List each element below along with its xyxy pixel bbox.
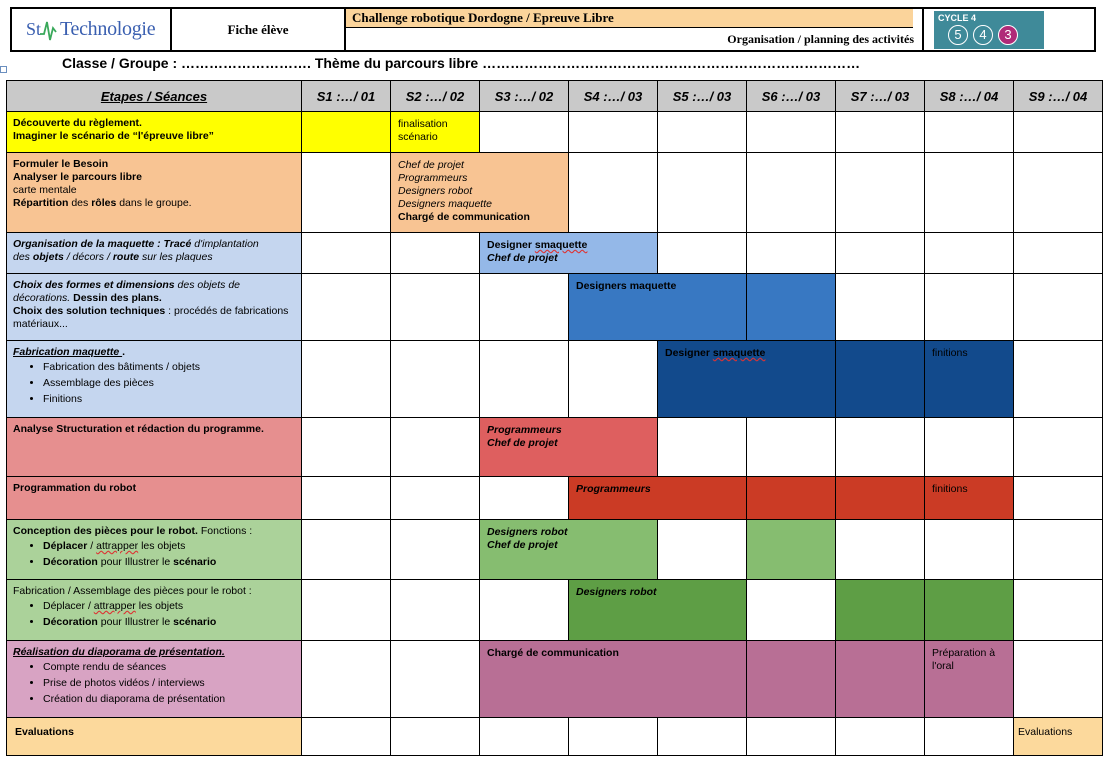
text-run: pour Illustrer le	[97, 556, 174, 568]
fiche-eleve: Fiche élève	[171, 8, 345, 51]
cell-text: finalisation	[398, 118, 448, 130]
text-run: des	[68, 197, 92, 209]
cell-empty	[391, 274, 480, 341]
cell-evaluations: Evaluations	[1014, 718, 1103, 756]
cell-empty	[302, 153, 391, 233]
text-run: les objets	[135, 600, 184, 612]
cell-empty	[1014, 233, 1103, 274]
cell-empty	[747, 112, 836, 153]
text-run: d'implantation	[191, 238, 259, 250]
row-reglement	[7, 112, 1103, 153]
conception-list	[13, 540, 295, 569]
cell-finitions: finitions	[925, 477, 1014, 520]
cell-s7-filled	[836, 580, 925, 641]
cell-empty	[391, 520, 480, 580]
text-run: /	[87, 540, 97, 552]
cell-empty	[658, 112, 747, 153]
cell-empty	[1014, 274, 1103, 341]
list-item: • Prise de photos vidéos / interviews	[43, 677, 295, 690]
text-run: dans le groupe.	[116, 197, 192, 209]
label-conception	[7, 520, 302, 580]
col-s2: S2 :…/ 02	[391, 81, 480, 112]
cell-empty	[302, 641, 391, 718]
text-run: Designer	[665, 347, 713, 359]
label-analyse: Analyse Structuration et rédaction du programme.	[7, 418, 302, 477]
st-technologie-logo	[12, 9, 170, 50]
cell-s6-filled	[747, 520, 836, 580]
col-s3: S3 :…/ 02	[480, 81, 569, 112]
header-row	[7, 81, 1103, 112]
cell-empty	[391, 233, 480, 274]
text-run: des objets de	[174, 279, 241, 291]
cell-s1	[302, 112, 391, 153]
cell-empty	[925, 718, 1014, 756]
cell-empty	[480, 274, 569, 341]
cycle-cell	[923, 8, 1095, 51]
text-run: attrapper	[96, 540, 139, 552]
logo-cell	[11, 8, 171, 51]
text-run: Organisation de la maquette :	[13, 238, 164, 250]
label-choix	[7, 274, 302, 341]
list-item: • Fabrication des bâtiments / objets	[43, 361, 295, 374]
cycle-level-5: 5	[948, 25, 968, 45]
cycle-level-3: 3	[998, 25, 1018, 45]
cell-empty	[569, 153, 658, 233]
cell-empty	[569, 112, 658, 153]
label-fabrication	[7, 341, 302, 418]
cell-empty	[1014, 341, 1103, 418]
cell-empty	[391, 718, 480, 756]
role: Designers maquette	[398, 198, 492, 210]
cell-s8-filled	[925, 580, 1014, 641]
col-s4: S4 :…/ 03	[569, 81, 658, 112]
col-s6: S6 :…/ 03	[747, 81, 836, 112]
cell-empty	[925, 520, 1014, 580]
col-s7: S7 :…/ 03	[836, 81, 925, 112]
text-run: Décoration	[43, 556, 98, 568]
cell-empty	[391, 477, 480, 520]
cell-programmeurs-analyse	[480, 418, 658, 477]
text-run: Tracé	[163, 238, 192, 250]
col-etapes: Etapes / Séances	[7, 81, 302, 112]
row-fabrication-maquette	[7, 341, 1103, 418]
cell-empty	[302, 418, 391, 477]
cell-empty	[658, 418, 747, 477]
cycle-badge	[934, 11, 1044, 49]
list-item	[43, 556, 295, 569]
cell-empty	[836, 274, 925, 341]
text-run: des	[13, 251, 33, 263]
cell-empty	[836, 718, 925, 756]
cell-s6-filled	[747, 274, 836, 341]
cell-empty	[836, 153, 925, 233]
cell-empty	[658, 233, 747, 274]
role: Chef de projet	[398, 159, 464, 171]
list-item: • Assemblage des pièces	[43, 377, 295, 390]
cell-empty	[836, 418, 925, 477]
classe-groupe-line: Classe / Groupe : ………………………. Thème du parcours libre ………………………………………………………………………	[62, 55, 861, 71]
cell-text: Chef de projet	[487, 539, 558, 551]
cell-empty	[302, 274, 391, 341]
label-line: Analyser le parcours libre	[13, 171, 142, 183]
cycle-title: CYCLE 4	[938, 12, 977, 23]
cell-text: Chef de projet	[487, 252, 558, 264]
cell-empty	[747, 153, 836, 233]
cell-empty	[302, 718, 391, 756]
label-programmation: Programmation du robot	[7, 477, 302, 520]
cell-empty	[658, 520, 747, 580]
row-analyse-programme	[7, 418, 1103, 477]
cell-empty	[1014, 153, 1103, 233]
cell-text: Designers robot	[487, 526, 568, 538]
cell-empty	[302, 520, 391, 580]
row-conception-pieces	[7, 520, 1103, 580]
cell-s6-filled	[747, 641, 836, 718]
fabrication-list	[13, 361, 295, 406]
cell-empty	[658, 718, 747, 756]
cell-empty	[836, 233, 925, 274]
row-fabrication-robot	[7, 580, 1103, 641]
cell-s7-filled	[836, 341, 925, 418]
planning-table	[6, 80, 1103, 756]
label-line: Découverte du règlement.	[13, 117, 142, 129]
cell-empty	[391, 641, 480, 718]
cell-text	[487, 239, 650, 252]
label-diaporama	[7, 641, 302, 718]
cell-s2	[391, 112, 480, 153]
row-organisation-maquette	[7, 233, 1103, 274]
row-choix-formes	[7, 274, 1103, 341]
text-run: / décors /	[63, 251, 113, 263]
cell-designer-maquette	[480, 233, 658, 274]
text-run: Répartition	[13, 197, 69, 209]
cell-empty	[925, 418, 1014, 477]
text-run: scénario	[173, 616, 217, 628]
cell-empty	[1014, 112, 1103, 153]
text-run: pour Illustrer le	[97, 616, 174, 628]
organisation-title: Organisation / planning des activités	[727, 32, 914, 46]
list-item: • Compte rendu de séances	[43, 661, 295, 674]
cell-empty	[925, 153, 1014, 233]
text-run: smaquette	[534, 239, 588, 251]
cell-empty	[925, 233, 1014, 274]
logo-text: Technologie	[60, 18, 156, 40]
row-evaluations	[7, 718, 1103, 756]
cell-empty	[480, 718, 569, 756]
fabrication-robot-list	[13, 600, 295, 629]
cell-empty	[569, 341, 658, 418]
cell-designers-robot: Designers robot	[569, 580, 747, 641]
col-s9: S9 :…/ 04	[1014, 81, 1103, 112]
text-run: .	[122, 346, 126, 358]
cell-empty	[836, 520, 925, 580]
cell-s7-filled	[836, 477, 925, 520]
role: Programmeurs	[398, 172, 468, 184]
text-run: Choix des solution techniques	[13, 305, 166, 317]
label-line: Imaginer le scénario de “l'épreuve libre”	[13, 130, 214, 142]
cell-programmeurs: Programmeurs	[569, 477, 747, 520]
cell-designer-maquette-fab	[658, 341, 836, 418]
cell-empty	[925, 274, 1014, 341]
cell-roles	[391, 153, 569, 233]
text-run: attrapper	[93, 600, 136, 612]
cell-empty	[391, 341, 480, 418]
logo-prefix: St	[26, 18, 42, 39]
label-evaluations: Evaluations	[7, 718, 302, 756]
cell-empty	[302, 580, 391, 641]
label-fabrication-robot	[7, 580, 302, 641]
text-run: Fonctions :	[197, 525, 253, 537]
cell-empty	[302, 341, 391, 418]
cell-empty	[1014, 477, 1103, 520]
label-line: Formuler le Besoin	[13, 158, 109, 170]
col-s5: S5 :…/ 03	[658, 81, 747, 112]
text-run: les objets	[138, 540, 186, 552]
text-run: scénario	[173, 556, 217, 568]
text-run: route	[112, 251, 140, 263]
cell-empty	[302, 233, 391, 274]
text-run: Réalisation du diaporama de présentation.	[13, 646, 225, 658]
cell-empty	[747, 233, 836, 274]
cell-empty	[1014, 580, 1103, 641]
diaporama-list	[13, 661, 295, 706]
cell-s6-filled	[747, 477, 836, 520]
row-diaporama	[7, 641, 1103, 718]
label-line	[13, 197, 295, 210]
label-organisation	[7, 233, 302, 274]
text-run: Décoration	[43, 616, 98, 628]
cell-charge-communication: Chargé de communication	[480, 641, 747, 718]
role: Designers robot	[398, 185, 473, 197]
text-run: Designer	[487, 239, 535, 251]
cell-designers-maquette: Designers maquette	[569, 274, 747, 341]
text-run: Fabrication maquette	[13, 346, 123, 358]
cell-empty	[925, 112, 1014, 153]
cell-designers-robot-conception	[480, 520, 658, 580]
cell-empty	[1014, 641, 1103, 718]
logo-wave-icon	[26, 18, 58, 42]
cell-empty	[658, 153, 747, 233]
row-programmation	[7, 477, 1103, 520]
cell-empty	[480, 477, 569, 520]
text-run: Déplacer /	[43, 600, 94, 612]
cell-empty	[747, 580, 836, 641]
cell-empty	[480, 341, 569, 418]
cell-empty	[836, 112, 925, 153]
label-besoin	[7, 153, 302, 233]
cell-text: Programmeurs	[487, 424, 562, 436]
cell-empty	[1014, 520, 1103, 580]
text-run: Dessin des plans.	[70, 292, 162, 304]
cell-empty	[569, 718, 658, 756]
role: Chargé de communication	[398, 211, 530, 223]
row-besoin	[7, 153, 1103, 233]
header-table	[10, 7, 1096, 52]
cell-preparation-oral: Préparation à l'oral	[925, 641, 1014, 718]
cell-finitions: finitions	[925, 341, 1014, 418]
cell-empty	[747, 418, 836, 477]
label-reglement	[7, 112, 302, 153]
text-run: Déplacer	[43, 540, 88, 552]
cell-empty	[480, 580, 569, 641]
challenge-cell	[345, 8, 923, 51]
cell-text: scénario	[398, 131, 438, 143]
text-run: Conception des pièces pour le robot.	[13, 525, 198, 537]
text-run: Fabrication / Assemblage des pièces pour le robot :	[13, 585, 252, 597]
col-s1: S1 :…/ 01	[302, 81, 391, 112]
cycle-level-4: 4	[973, 25, 993, 45]
cell-empty	[747, 718, 836, 756]
cell-empty	[302, 477, 391, 520]
cell-s7-filled	[836, 641, 925, 718]
list-item: • Création du diaporama de présentation	[43, 693, 295, 706]
cell-empty	[1014, 418, 1103, 477]
text-run: rôles	[91, 197, 117, 209]
cell-empty	[480, 112, 569, 153]
challenge-title: Challenge robotique Dordogne / Epreuve Libre	[346, 9, 913, 28]
list-item	[43, 540, 295, 553]
list-item	[43, 600, 295, 613]
text-run: Choix des formes et dimensions	[13, 279, 175, 291]
text-run: smaquette	[712, 347, 766, 359]
col-s8: S8 :…/ 04	[925, 81, 1014, 112]
label-line: carte mentale	[13, 184, 77, 196]
text-run: : procédés de fabrications matériaux...	[13, 305, 289, 330]
text-run: sur les plaques	[139, 251, 213, 263]
text-run: décorations.	[13, 292, 71, 304]
cell-empty	[391, 418, 480, 477]
cell-text: Chef de projet	[487, 437, 558, 449]
list-item: • Finitions	[43, 393, 295, 406]
cell-empty	[391, 580, 480, 641]
table-anchor-icon[interactable]	[0, 66, 7, 73]
list-item	[43, 616, 295, 629]
text-run: objets	[32, 251, 64, 263]
